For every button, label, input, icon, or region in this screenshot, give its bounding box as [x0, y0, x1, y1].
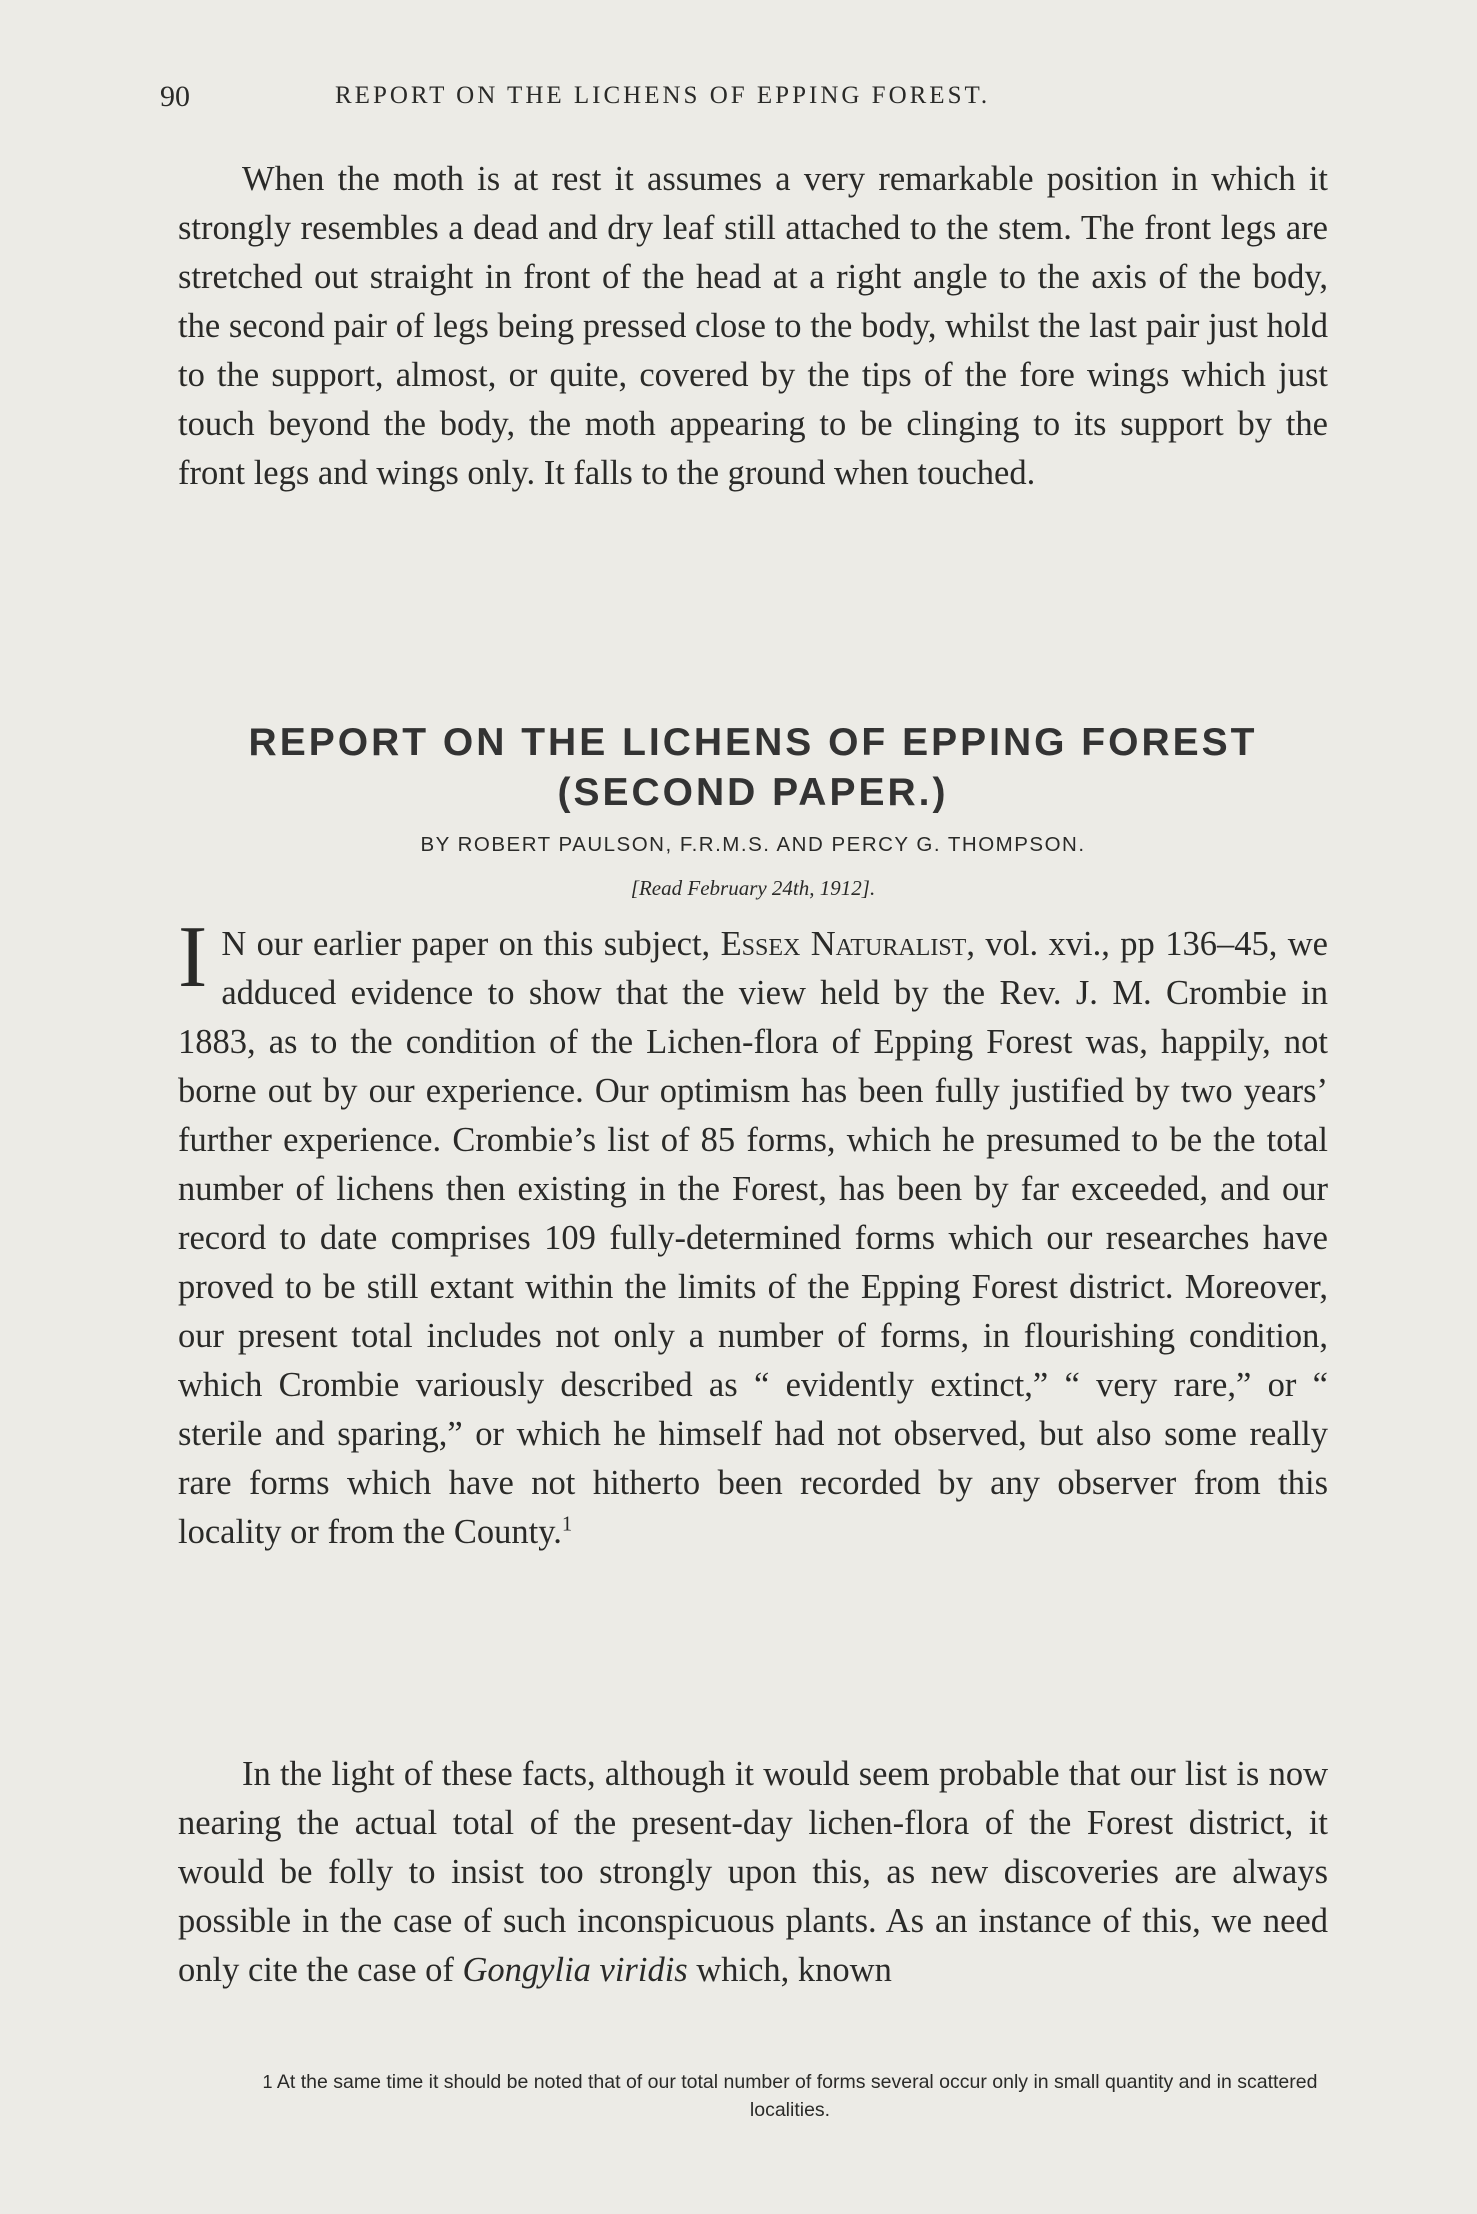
footnote-reference: 1: [561, 1513, 573, 1536]
running-header: [160, 80, 1330, 120]
page-number: 90: [160, 80, 190, 113]
read-date: [Read February 24th, 1912].: [630, 876, 876, 900]
footnote: [240, 2068, 1340, 2124]
article-title: REPORT ON THE LICHENS OF EPPING FOREST (SECOND PAPER.): [248, 721, 1258, 814]
species-name: Gongylia viridis: [462, 1951, 688, 1989]
discussion-start: In the light of these facts, although it would seem probable that our list is now nearing the actual total of the present-day lichen-flora of the Forest district, it would be folly to insist too strongly upon this, as new discoveries are always possible in the case of such inconspicuous plants. As an instance of this, we need only cite the case of: [178, 1755, 1328, 1989]
discussion-end: which, known: [687, 1951, 892, 1989]
intro-rest: , vol. xvi., pp 136–45, we adduced evidence to show that the view held by the Rev. J. M. Crombie in 1883, as to the condition of the Lichen-flora of Epping Forest was, happily, not borne out by our experience. Our optimism has been fully justified by two years’ further experience. Crombie’s list of 85 forms, which he presumed to be the total number of lichens then existing in the Forest, has been by far exceeded, and our record to date comprises 109 fully-determined forms which our researches have proved to be still extant within the limits of the Epping Forest district. Moreover, our present total includes not only a number of forms, in flourishing condition, which Crombie variously described as “ evidently extinct,” “ very rare,” or “ sterile and sparing,” or which he himself had not observed, but also some really rare forms which have not hitherto been recorded by any observer from this locality or from the County.: [178, 925, 1328, 1551]
footnote-mark: 1: [262, 2072, 273, 2092]
paragraph-intro: [178, 909, 1328, 1557]
running-title: REPORT ON THE LICHENS OF EPPING FOREST.: [335, 82, 991, 109]
footnote-text: At the same time it should be noted that of our total number of forms several occur only in small quantity and in scattered localities.: [276, 2071, 1318, 2121]
drop-cap: I: [178, 909, 208, 1006]
journal-name: Essex Naturalist: [720, 925, 967, 963]
paragraph-discussion: [178, 1750, 1328, 1995]
intro-start: N our earlier paper on this subject,: [221, 925, 721, 963]
paragraph-moth-description: When the moth is at rest it assumes a very remarkable position in which it strongly resembles a dead and dry leaf still attached to the stem. The front legs are stretched out straight in front of the head at a right angle to the axis of the body, the second pair of legs being pressed close to the body, whilst the last pair just hold to the support, almost, or quite, covered by the tips of the fore wings which just touch beyond the body, the moth appearing to be clinging to its support by the front legs and wings only. It falls to the ground when touched.: [178, 160, 1328, 492]
article-byline: BY ROBERT PAULSON, F.R.M.S. AND PERCY G. THOMPSON.: [420, 833, 1086, 856]
